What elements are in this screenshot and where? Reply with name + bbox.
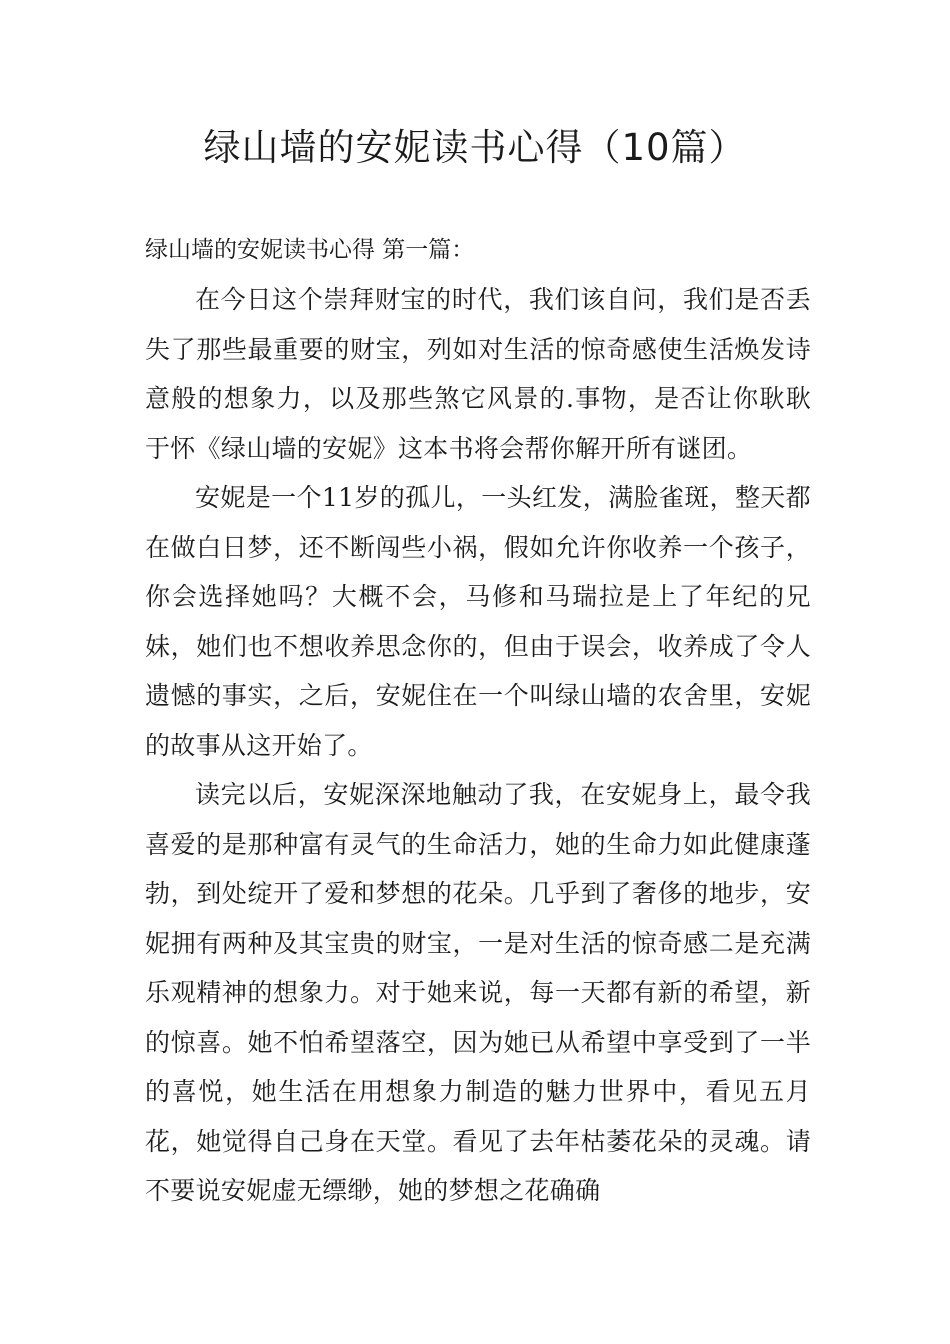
- document-body: [145, 225, 811, 1216]
- paragraph: 安妮是一个11岁的孤儿，一头红发，满脸雀斑，整天都在做白日梦，还不断闯些小祸，假如允许你收养一个孩子，你会选择她吗？大概不会，马修和马瑞拉是上了年纪的兄妹，她们也不想收养思念你的，但由于误会，收养成了令人遗憾的事实，之后，安妮住在一个叫绿山墙的农舍里，安妮的故事从这开始了。: [145, 483, 811, 760]
- document-title: 绿山墙的安妮读书心得（10篇）: [203, 126, 747, 169]
- paragraph: 读完以后，安妮深深地触动了我，在安妮身上，最令我喜爱的是那种富有灵气的生命活力，她的生命力如此健康蓬勃，到处绽开了爱和梦想的花朵。几乎到了奢侈的地步，安妮拥有两种及其宝贵的财宝，一是对生活的惊奇感二是充满乐观精神的想象力。对于她来说，每一天都有新的希望，新的惊喜。她不怕希望落空，因为她已从希望中享受到了一半的喜悦，她生活在用想象力制造的魅力世界中，看见五月花，她觉得自己身在天堂。看见了去年枯萎花朵的灵魂。请不要说安妮虚无缥缈，她的梦想之花确确: [145, 780, 811, 1205]
- section-heading: 绿山墙的安妮读书心得 第一篇：: [145, 237, 475, 263]
- paragraph: 在今日这个崇拜财宝的时代，我们该自问，我们是否丢失了那些最重要的财宝，列如对生活的惊奇感使生活焕发诗意般的想象力，以及那些煞它风景的.事物，是否让你耿耿于怀《绿山墙的安妮》这本书将会帮你解开所有谜团。: [145, 285, 811, 463]
